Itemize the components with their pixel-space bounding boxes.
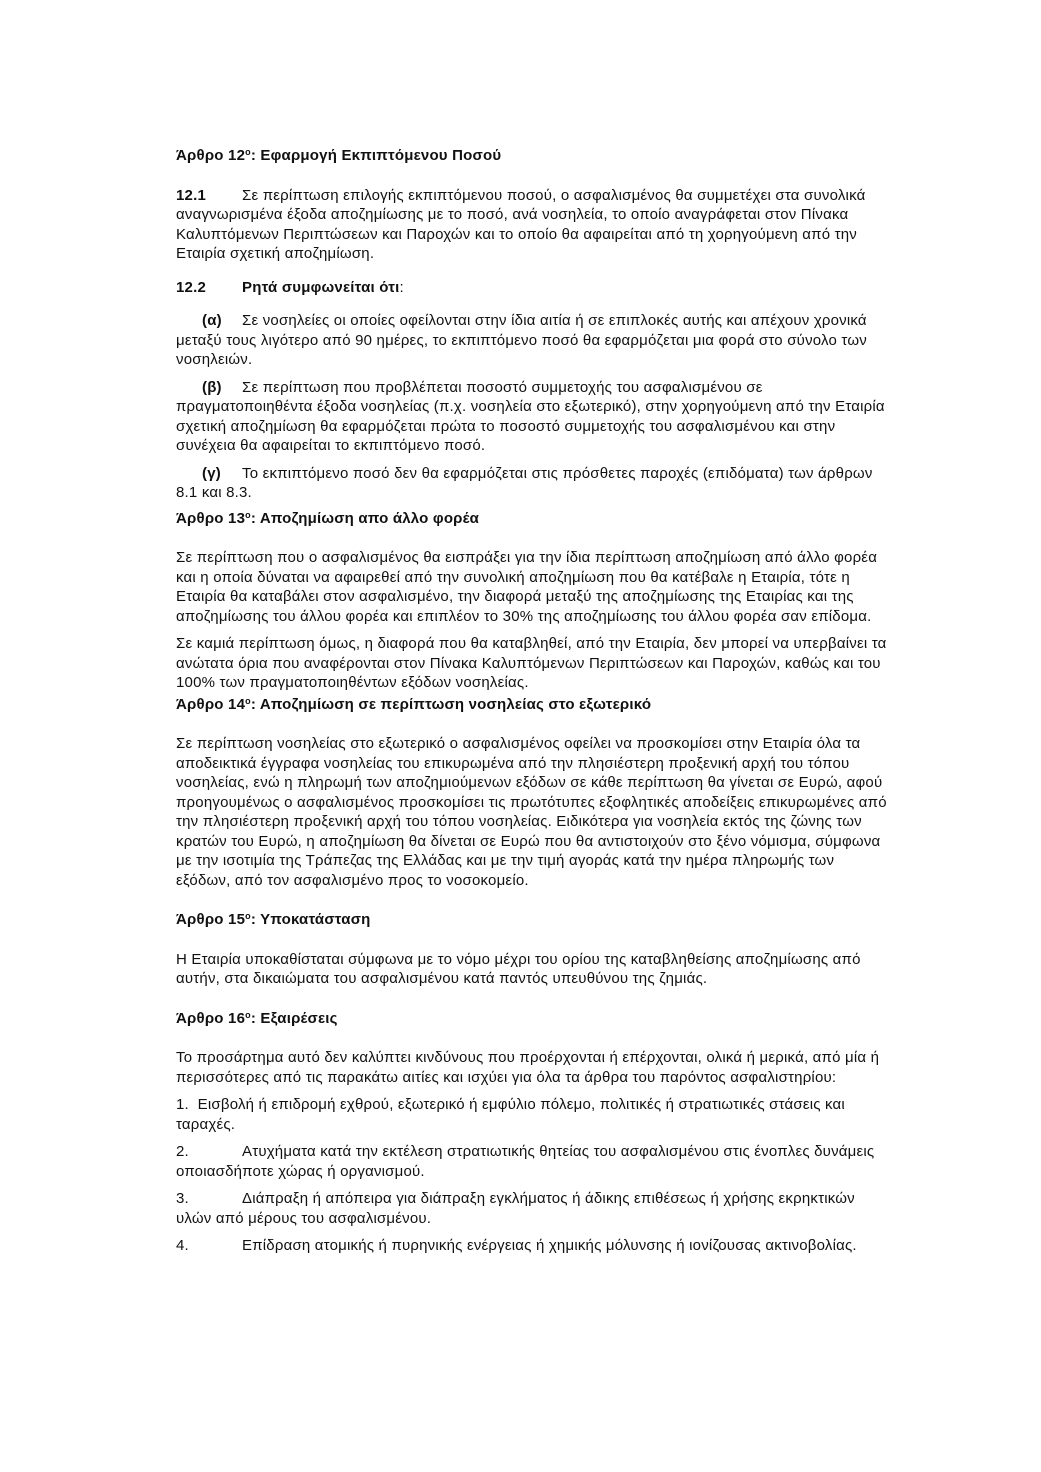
article-14-paragraph-1: Σε περίπτωση νοσηλείας στο εξωτερικό ο ασφαλισμένος οφείλει να προσκομίσει στην Εταιρία όλα τα αποδεικτικά έγγραφα νοσηλείας του επικυρωμένα από την πλησιέστερη προξενική αρχή του τόπου νοσηλείας, ενώ η πληρωμή των αποζημιούμενων εξόδων σε κάθε περίπτωση θα γίνεται σε Ευρώ, αφού προηγουμένως ο ασφαλισμένος προσκομίσει τις πρωτότυπες εξοφλητικές αποδείξεις επικυρωμένες από την πλησιέστερη προξενική αρχή του τόπου νοσηλείας. Ειδικότερα για νοσηλεία εκτός της ζώνης των κρατών του Ευρώ, η αποζημίωση θα δίνεται σε Ευρώ που θα αντιστοιχούν στο ξένο νόμισμα, σύμφωνα με την ισοτιμία της Τράπεζας της Ελλάδας και με την τιμή αγοράς κατά την ημέρα πληρωμής των εξόδων, από τον ασφαλισμένο προς το νοσοκομείο.	[176, 735, 887, 889]
clause-text: Σε περίπτωση που προβλέπεται ποσοστό συμμετοχής του ασφαλισμένου σε πραγματοποιηθέντα έξοδα νοσηλείας (π.χ. νοσηλεία στο εξωτερικό), στην χορηγούμενη από την Εταιρία σχετική αποζημίωση θα εφαρμόζεται πρώτα το ποσοστό συμμετοχής του ασφαλισμένου και στην συνέχεια θα αφαιρείται το εκπιπτόμενο ποσό.	[176, 378, 885, 454]
paragraph-text: Σε περίπτωση επιλογής εκπιπτόμενου ποσού, ο ασφαλισμένος θα συμμετέχει στα συνολικά αναγνωρισμένα έξοδα αποζημίωσης με το ποσό, ανά νοσηλεία, το οποίο αναγράφεται στον Πίνακα Καλυπτόμενων Περιπτώσεων και Παροχών και το οποίο θα αφαιρείται από τη χορηγούμενη από την Εταιρία σχετική αποζημίωση.	[176, 186, 866, 262]
exclusion-item	[176, 1095, 892, 1134]
clause-label: (α)	[202, 312, 222, 329]
exclusion-number: 1.	[176, 1096, 189, 1113]
article-13-title-text: : Αποζημίωση απο άλλο φορέα	[250, 509, 480, 527]
exclusion-number: 3.	[176, 1190, 189, 1207]
paragraph-number: 12.1	[176, 186, 206, 204]
ordinal-indicator: ο	[245, 911, 251, 921]
exclusion-item	[176, 1189, 892, 1228]
exclusion-number: 4.	[176, 1237, 189, 1254]
article-13-paragraph-1: Σε περίπτωση που ο ασφαλισμένος θα εισπράξει για την ίδια περίπτωση αποζημίωση από άλλο φορέα και η οποία δύναται να αφαιρεθεί από την συνολική αποζημίωση που θα κατέβαλε η Εταιρία, τότε η Εταιρία θα καταβάλει στον ασφαλισμένο, την διαφορά μεταξύ της αποζημίωσης της Εταιρίας και της αποζημίωσης του άλλου φορέα και επιπλέον το 30% της αποζημίωσης του άλλου φορέα σαν επίδομα.	[176, 549, 878, 625]
article-16-title-text: : Εξαιρέσεις	[250, 1009, 338, 1027]
clause-b	[176, 378, 892, 456]
article-14-title-text: : Αποζημίωση σε περίπτωση νοσηλείας στο εξωτερικό	[250, 695, 652, 713]
exclusion-text: Επίδραση ατομικής ή πυρηνικής ενέργειας ή χημικής μόλυνσης ή ιονίζουσας ακτινοβολίας.	[242, 1237, 857, 1254]
clause-a	[176, 311, 892, 370]
article-12-title-prefix: Άρθρο 12	[176, 147, 246, 164]
exclusion-item	[176, 1142, 892, 1181]
article-16-title-prefix: Άρθρο 16	[176, 1009, 246, 1027]
article-13-title-prefix: Άρθρο 13	[176, 509, 246, 527]
article-12-title-text: : Εφαρμογή Εκπιπτόμενου Ποσού	[250, 147, 502, 164]
clause-label: (β)	[202, 378, 222, 396]
article-14-heading	[176, 695, 892, 715]
exclusion-text: Διάπραξη ή απόπειρα για διάπραξη εγκλήματος ή άδικης επιθέσεως ή χρήσης εκρηκτικών υλών από μέρους του ασφαλισμένου.	[176, 1190, 855, 1227]
ordinal-indicator: ο	[245, 695, 251, 706]
exclusion-number: 2.	[176, 1143, 189, 1160]
clause-text: Σε νοσηλείες οι οποίες οφείλονται στην ίδια αιτία ή σε επιπλοκές αυτής και απέχουν χρονικά μεταξύ τους λιγότερο από 90 ημέρες, το εκπιπτόμενο ποσό θα εφαρμόζεται μια φορά στο σύνολο των νοσηλειών.	[176, 312, 867, 368]
paragraph-12-2	[176, 278, 892, 298]
paragraph-12-1	[176, 186, 892, 264]
article-13-paragraph-2: Σε καμιά περίπτωση όμως, η διαφορά που θα καταβληθεί, από την Εταιρία, δεν μπορεί να υπερβαίνει τα ανώτατα όρια που αναφέρονται στον Πίνακα Καλυπτόμενων Περιπτώσεων και Παροχών, καθώς και του 100% των πραγματοποιηθέντων εξόδων νοσηλείας.	[176, 635, 887, 691]
ordinal-indicator: ο	[245, 1009, 251, 1020]
ordinal-indicator: ο	[245, 147, 251, 157]
article-16-heading	[176, 1009, 892, 1029]
document-page	[176, 146, 892, 1256]
paragraph-lead-bold: Ρητά συμφωνείται ότι	[242, 278, 400, 296]
article-15-title-prefix: Άρθρο 15	[176, 911, 246, 928]
article-13-heading	[176, 509, 892, 529]
article-12-heading	[176, 146, 892, 166]
exclusion-text: Ατυχήματα κατά την εκτέλεση στρατιωτικής θητείας του ασφαλισμένου στις ένοπλες δυνάμεις οποιασδήποτε χώρας ή οργανισμού.	[176, 1143, 875, 1180]
clause-label: (γ)	[202, 464, 221, 482]
article-16-intro: Το προσάρτημα αυτό δεν καλύπτει κινδύνους που προέρχονται ή επέρχονται, ολικά ή μερικά, από μία ή περισσότερες από τις παρακάτω αιτίες και ισχύει για όλα τα άρθρα του παρόντος ασφαλιστηρίου:	[176, 1049, 880, 1086]
clause-c	[176, 464, 892, 503]
article-15-heading	[176, 910, 892, 930]
article-15-title-text: : Υποκατάσταση	[250, 911, 371, 928]
paragraph-number: 12.2	[176, 278, 206, 296]
paragraph-colon: :	[399, 278, 404, 296]
article-14-title-prefix: Άρθρο 14	[176, 695, 246, 713]
clause-text: Το εκπιπτόμενο ποσό δεν θα εφαρμόζεται στις πρόσθετες παροχές (επιδόματα) των άρθρων 8.1 και 8.3.	[176, 464, 873, 501]
ordinal-indicator: ο	[245, 509, 251, 520]
article-15-paragraph-1: Η Εταιρία υποκαθίσταται σύμφωνα με το νόμο μέχρι του ορίου της καταβληθείσης αποζημίωσης από αυτήν, στα δικαιώματα του ασφαλισμένου κατά παντός υπευθύνου της ζημιάς.	[176, 950, 861, 987]
exclusion-text: Εισβολή ή επιδρομή εχθρού, εξωτερικό ή εμφύλιο πόλεμο, πολιτικές ή στρατιωτικές στάσεις και ταραχές.	[176, 1096, 845, 1133]
exclusion-item	[176, 1236, 892, 1256]
